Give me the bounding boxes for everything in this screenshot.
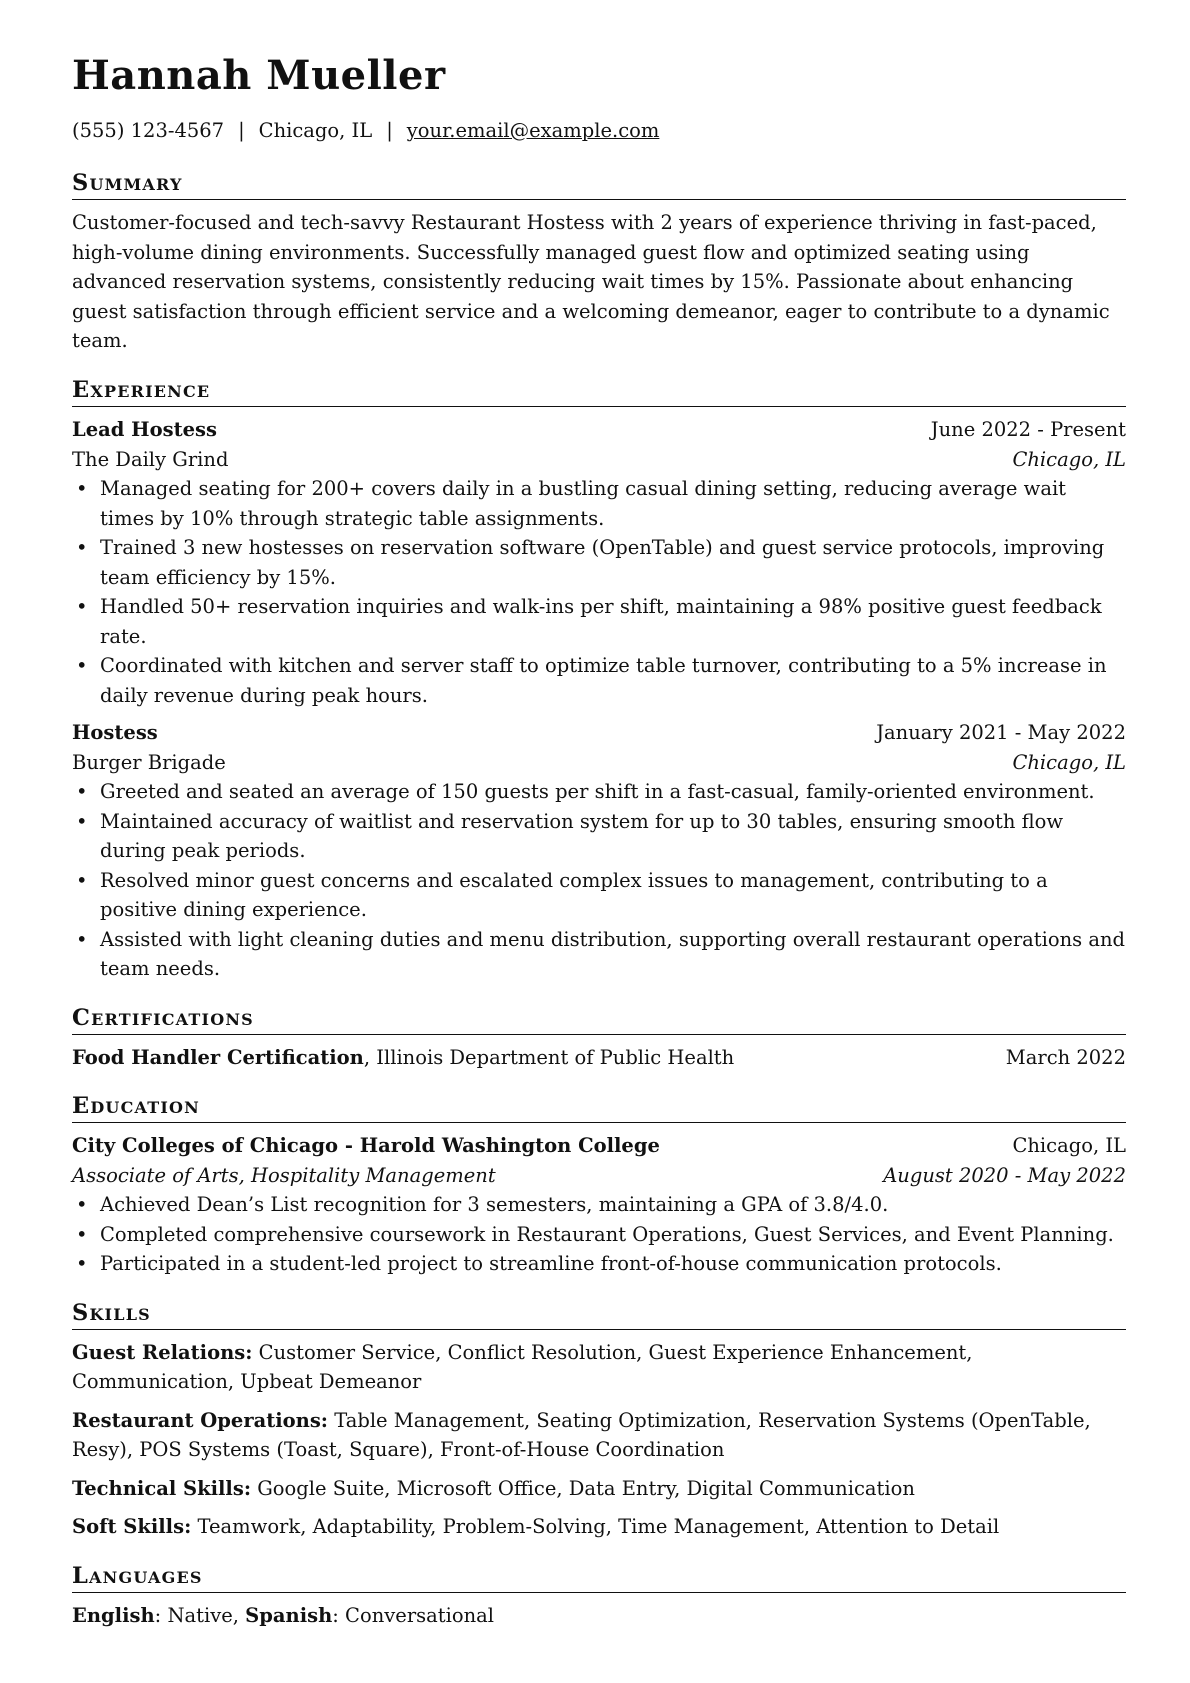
certification-name: Food Handler Certification xyxy=(72,1045,364,1069)
section-title-summary: Summary xyxy=(72,169,1126,200)
skill-group-items: Customer Service, Conflict Resolution, Guest Experience Enhancement, Communication, Upbeat Demeanor xyxy=(72,1340,973,1394)
education-header xyxy=(72,1131,1126,1161)
skill-group-label: Soft Skills: xyxy=(72,1515,192,1539)
list-item: • Assisted with light cleaning duties and menu distribution, supporting overall restaurant operations and team needs. xyxy=(72,925,1126,984)
contact-line xyxy=(72,118,1126,143)
language-name: English xyxy=(72,1604,155,1628)
certification-date: March 2022 xyxy=(1005,1045,1126,1069)
section-title-experience: Experience xyxy=(72,376,1126,407)
job-entry xyxy=(72,718,1126,984)
languages-section xyxy=(72,1562,1126,1631)
section-title-certifications: Certifications xyxy=(72,1004,1126,1035)
list-item: • Participated in a student-led project to streamline front-of-house communication protocols. xyxy=(72,1249,1126,1279)
job-role: Hostess xyxy=(72,721,158,745)
summary-section xyxy=(72,169,1126,356)
job-header xyxy=(72,415,1126,445)
job-bullets xyxy=(72,777,1126,984)
languages-line xyxy=(72,1601,1126,1631)
email-link[interactable]: your.email@example.com xyxy=(406,119,660,142)
skills-section xyxy=(72,1299,1126,1542)
job-company: Burger Brigade xyxy=(72,750,226,774)
skill-group-items: Google Suite, Microsoft Office, Data Entry, Digital Communication xyxy=(251,1476,915,1500)
certification-issuer: , Illinois Department of Public Health xyxy=(363,1045,735,1069)
skill-group-items: Table Management, Seating Optimization, Reservation Systems (OpenTable, Resy), POS Systems (Toast, Square), Front-of-House Coordination xyxy=(72,1408,1091,1462)
list-item: • Trained 3 new hostesses on reservation software (OpenTable) and guest service protocols, improving team efficiency by 15%. xyxy=(72,533,1126,592)
candidate-name: Hannah Mueller xyxy=(72,52,446,99)
phone-number: (555) 123-4567 xyxy=(72,119,225,142)
certification-row xyxy=(72,1043,1126,1073)
section-title-skills: Skills xyxy=(72,1299,1126,1330)
job-role: Lead Hostess xyxy=(72,418,217,442)
contact-location: Chicago, IL xyxy=(258,119,373,142)
job-dates: June 2022 - Present xyxy=(930,418,1126,442)
skill-group-items: Teamwork, Adaptability, Problem-Solving, Time Management, Attention to Detail xyxy=(191,1515,1000,1539)
skill-group-label: Technical Skills: xyxy=(72,1476,252,1500)
list-item: • Handled 50+ reservation inquiries and walk-ins per shift, maintaining a 98% positive guest feedback rate. xyxy=(72,592,1126,651)
skill-group xyxy=(72,1406,1126,1465)
skill-group-label: Restaurant Operations: xyxy=(72,1408,329,1432)
degree: Associate of Arts, Hospitality Management xyxy=(72,1163,496,1187)
experience-section xyxy=(72,376,1126,984)
job-company: The Daily Grind xyxy=(72,447,229,471)
education-subheader xyxy=(72,1161,1126,1191)
language-joiner: , xyxy=(232,1604,246,1628)
job-location: Chicago, IL xyxy=(1012,447,1126,471)
skill-group xyxy=(72,1474,1126,1504)
education-section xyxy=(72,1092,1126,1279)
resume-page xyxy=(72,52,1126,1631)
certification-entry xyxy=(72,1043,734,1073)
language-level: Native xyxy=(167,1604,233,1628)
job-subheader xyxy=(72,748,1126,778)
language-separator: : xyxy=(154,1604,168,1628)
school-name: City Colleges of Chicago - Harold Washington College xyxy=(72,1134,660,1158)
job-bullets xyxy=(72,474,1126,710)
job-location: Chicago, IL xyxy=(1012,750,1126,774)
job-entry xyxy=(72,415,1126,710)
language-level: Conversational xyxy=(345,1604,495,1628)
section-title-languages: Languages xyxy=(72,1562,1126,1593)
list-item: • Resolved minor guest concerns and escalated complex issues to management, contributing to a positive dining experience. xyxy=(72,866,1126,925)
list-item: • Achieved Dean’s List recognition for 3 semesters, maintaining a GPA of 3.8/4.0. xyxy=(72,1190,1126,1220)
education-bullets xyxy=(72,1190,1126,1279)
language-separator: : xyxy=(332,1604,346,1628)
list-item: • Maintained accuracy of waitlist and reservation system for up to 30 tables, ensuring smooth flow during peak periods. xyxy=(72,807,1126,866)
skill-group xyxy=(72,1338,1126,1397)
skill-group xyxy=(72,1512,1126,1542)
list-item: • Coordinated with kitchen and server staff to optimize table turnover, contributing to a 5% increase in daily revenue during peak hours. xyxy=(72,651,1126,710)
certifications-section xyxy=(72,1004,1126,1073)
language-name: Spanish xyxy=(245,1604,333,1628)
summary-text: Customer-focused and tech-savvy Restaurant Hostess with 2 years of experience thriving in fast-paced, high-volume dining environments. Successfully managed guest flow and optimized seating using advanced reservation systems, consistently reducing wait times by 15%. Passionate about enhancing guest satisfaction through efficient service and a welcoming demeanor, eager to contribute to a dynamic team. xyxy=(72,211,1110,353)
job-header xyxy=(72,718,1126,748)
contact-separator: | xyxy=(386,119,393,142)
list-item: • Managed seating for 200+ covers daily in a bustling casual dining setting, reducing average wait times by 10% through strategic table assignments. xyxy=(72,474,1126,533)
school-location: Chicago, IL xyxy=(1012,1134,1126,1158)
job-dates: January 2021 - May 2022 xyxy=(876,721,1126,745)
list-item: • Completed comprehensive coursework in Restaurant Operations, Guest Services, and Event Planning. xyxy=(72,1220,1126,1250)
skill-group-label: Guest Relations: xyxy=(72,1340,253,1364)
education-dates: August 2020 - May 2022 xyxy=(883,1163,1126,1187)
section-title-education: Education xyxy=(72,1092,1126,1123)
contact-separator: | xyxy=(238,119,245,142)
list-item: • Greeted and seated an average of 150 guests per shift in a fast-casual, family-oriented environment. xyxy=(72,777,1126,807)
job-subheader xyxy=(72,445,1126,475)
